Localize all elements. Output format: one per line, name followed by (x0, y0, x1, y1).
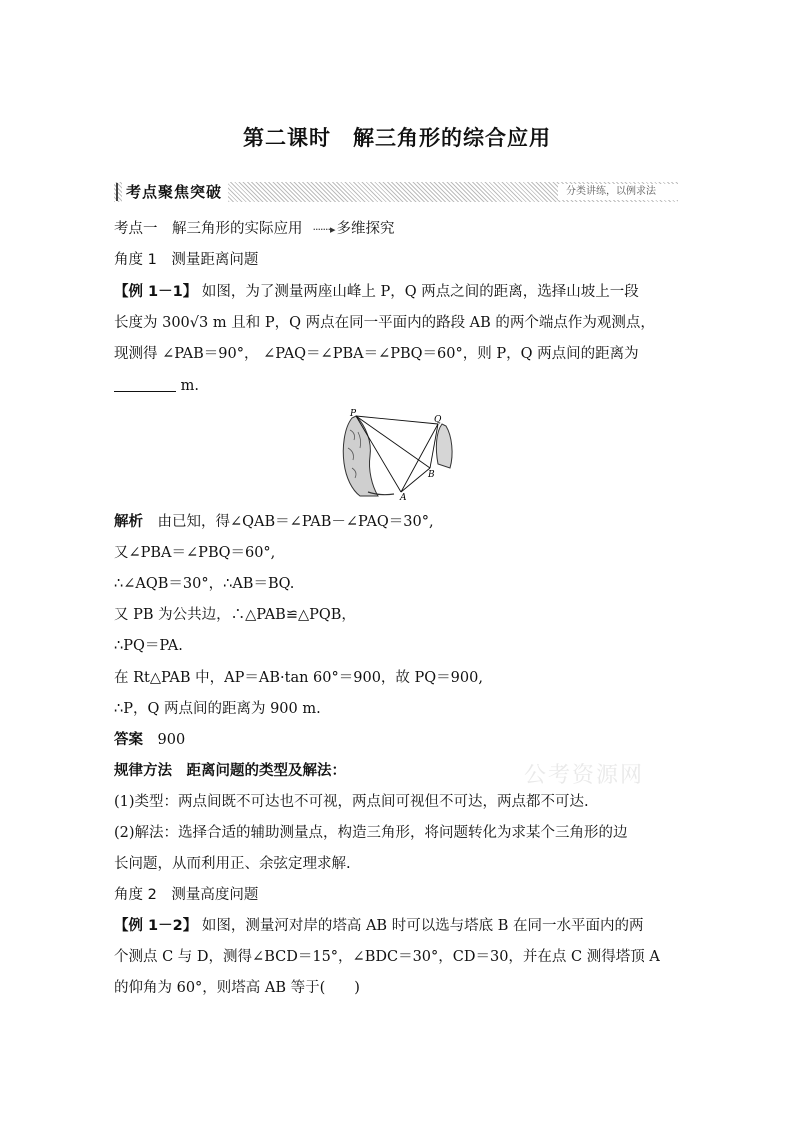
page-title: 第二课时 解三角形的综合应用 (243, 125, 551, 150)
jiexi-line-6: 在 Rt△PAB 中，AP＝AB·tan 60°＝900，故 PQ＝900, (114, 670, 483, 686)
jiexi-line-7: ∴P，Q 两点间的距离为 900 m. (114, 701, 321, 717)
example-1-line-1 (114, 281, 639, 303)
dotted-arrow-icon: ·······▸ (312, 223, 335, 236)
jiexi-text-1: 由已知，得∠QAB＝∠PAB－∠PAQ＝30°, (143, 514, 434, 530)
mountain-figure (338, 408, 464, 500)
example-1-line-3: 现测得 ∠PAB＝90°， ∠PAQ＝∠PBA＝∠PBQ＝60°，则 P，Q 两点间的距离为 (114, 346, 639, 362)
label-Q: Q (434, 415, 442, 425)
jiaodu1-heading: 角度 1 测量距离问题 (114, 252, 259, 268)
example-1-tag: 【例 1－1】 (114, 284, 198, 300)
answer-tag: 答案 (114, 732, 143, 748)
label-B: B (428, 470, 435, 480)
method-line-2b: 长问题，从而利用正、余弦定理求解. (114, 856, 351, 872)
watermark: 公考资源网 (524, 763, 645, 788)
example-1-line-2: 长度为 300√3 m 且和 P，Q 两点在同一平面内的路段 AB 的两个端点作为观测点， (114, 315, 655, 331)
jiexi-line-5: ∴PQ＝PA. (114, 638, 183, 654)
jiexi-line-3: ∴∠AQB＝30°，∴AB＝BQ. (114, 576, 295, 592)
kaodian-tag: 多维探究 (336, 221, 395, 237)
label-A: A (400, 493, 407, 500)
example-2-line-2: 个测点 C 与 D，测得∠BCD＝15°，∠BDC＝30°，CD＝30，并在点 C 测得塔顶 A (114, 949, 660, 965)
jiaodu2-heading: 角度 2 测量高度问题 (114, 887, 259, 903)
kaodian-text: 考点一 解三角形的实际应用 (114, 221, 303, 237)
jiexi-line-2: 又∠PBA＝∠PBQ＝60°, (114, 545, 276, 561)
example-1-text-1: 如图，为了测量两座山峰上 P，Q 两点之间的距离，选择山坡上一段 (197, 284, 639, 300)
label-P: P (350, 409, 357, 419)
method-line-2a: (2)解法：选择合适的辅助测量点，构造三角形，将问题转化为求某个三角形的边 (114, 825, 628, 841)
kaodian-heading (114, 218, 395, 241)
section-banner (114, 182, 678, 202)
jiexi-line-4: 又 PB 为公共边，∴△PAB≌△PQB， (114, 607, 356, 623)
answer-value: 900 (143, 732, 186, 748)
answer-line (114, 729, 185, 751)
example-2-line-1 (114, 915, 644, 937)
jiexi-line-1 (114, 511, 434, 533)
banner-bar (116, 183, 118, 201)
banner-subtitle: 分类讲练，以例求法 (558, 184, 678, 200)
method-heading: 规律方法 距离问题的类型及解法： (114, 763, 346, 779)
answer-blank (114, 377, 176, 392)
method-line-1: (1)类型：两点间既不可达也不可视，两点间可视但不可达，两点都不可达. (114, 794, 589, 810)
example-1-line-4 (114, 375, 199, 397)
jiexi-tag: 解析 (114, 514, 143, 530)
example-2-text-1: 如图，测量河对岸的塔高 AB 时可以选与塔底 B 在同一水平面内的两 (197, 918, 644, 934)
banner-label: 考点聚焦突破 (122, 182, 228, 202)
example-2-line-3: 的仰角为 60°，则塔高 AB 等于( ) (114, 980, 360, 996)
example-2-tag: 【例 1－2】 (114, 918, 198, 934)
right-mountain-shape (436, 424, 452, 468)
example-1-text-4: m. (176, 378, 199, 394)
